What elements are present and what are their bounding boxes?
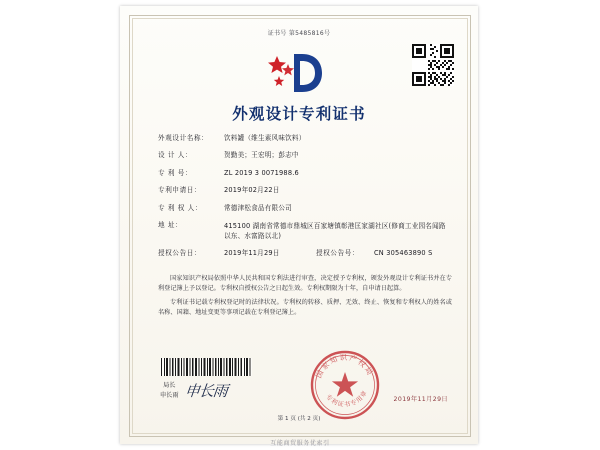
certificate-body-text	[158, 274, 452, 322]
field-row	[158, 221, 452, 241]
field-label: 设 计 人：	[158, 151, 193, 160]
field-row	[158, 169, 452, 179]
field-row	[158, 151, 452, 161]
field-value: CN 305463890 S	[374, 248, 433, 257]
certificate-fields	[158, 134, 452, 266]
certificate-page	[120, 6, 478, 444]
signature-labels	[160, 381, 179, 400]
field-label: 地 址：	[158, 220, 183, 229]
field-value: 贺勤美；王宏明；彭志中	[224, 151, 299, 160]
footer-credit: 互能商贸服务优索引	[270, 440, 330, 447]
signature-block	[160, 380, 227, 401]
official-seal-icon	[308, 348, 382, 422]
svg-text:国家知识产权局: 国家知识产权局	[314, 352, 376, 380]
field-value: 2019年11月29日	[224, 248, 280, 257]
barcode-icon	[160, 358, 252, 376]
signature-label-name: 申长雨	[160, 391, 179, 399]
page-number: 第 1 页 (共 2 页)	[277, 416, 321, 422]
handwritten-signature: 申长雨	[183, 382, 228, 400]
certificate-number: 证书号 第5485816号	[267, 30, 331, 37]
field-label: 授权公告日：	[158, 248, 202, 257]
body-paragraph: 专利证书记载专利权登记时的法律状况。专利权的转移、质押、无效、终止、恢复和专利权人的姓名或名称、国籍、地址变更等事项记载在专利登记簿上。	[158, 299, 452, 317]
field-label: 外观设计名称：	[158, 134, 209, 142]
page-title: 外观设计专利证书	[232, 105, 366, 123]
field-row	[158, 186, 452, 196]
field-value: ZL 2019 3 0071988.6	[224, 168, 299, 177]
field-value: 常德津松食品有限公司	[224, 203, 292, 212]
svg-text:专利证书专用章: 专利证书专用章	[324, 389, 370, 409]
body-paragraph: 国家知识产权局依照中华人民共和国专利法进行审查，决定授予专利权，颁发外观设计专利证书并在专利登记簿上予以登记。专利权自授权公告之日起生效。专利权期限为十年，自申请日起算。	[158, 275, 452, 293]
signature-label-title: 局长	[163, 382, 176, 390]
field-label: 专 利 号：	[158, 168, 193, 177]
field-row	[158, 134, 452, 144]
certificate-sheet	[120, 6, 478, 444]
field-row	[158, 204, 452, 214]
field-label: 专利申请日：	[158, 186, 202, 195]
field-label: 专 利 权 人：	[158, 203, 203, 212]
field-value: 饮料罐（维生素风味饮料）	[224, 134, 306, 142]
issue-date: 2019年11月29日	[393, 396, 448, 403]
field-label: 授权公告号：	[316, 248, 360, 257]
field-row	[158, 249, 452, 259]
field-value: 2019年02月22日	[224, 186, 280, 195]
cnipa-logo-icon	[120, 50, 478, 96]
field-value: 415100 湖南省常德市鼎城区百家塘镇彰港匡家湖社区(修商工业园名闻路以东、水富路以北)	[224, 221, 446, 241]
